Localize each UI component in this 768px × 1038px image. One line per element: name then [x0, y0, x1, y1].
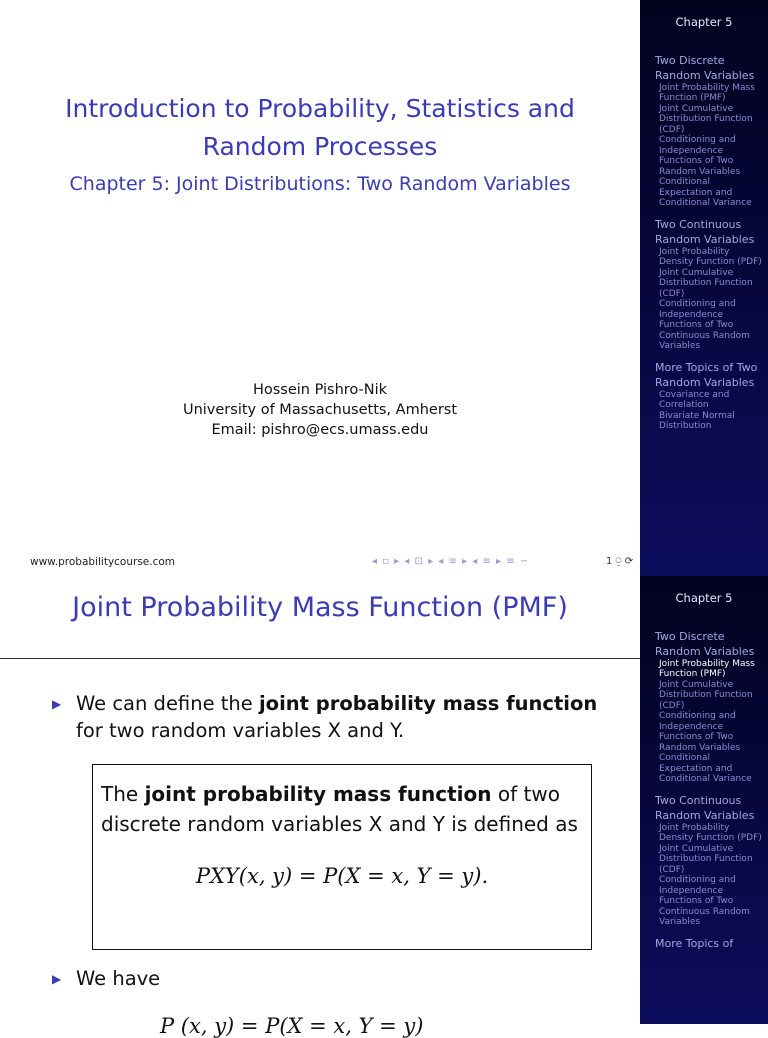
sidebar-chapter-title[interactable]: Chapter 5: [675, 15, 733, 29]
sidebar-section-more-topics[interactable]: More Topics of Two Random Variables: [655, 360, 758, 389]
bullet-text: We can define the joint probability mass function for two random variables X and Y.: [76, 692, 598, 742]
sidebar-item-functions-continuous[interactable]: Functions of Two Continuous Random Variables: [659, 320, 750, 351]
sidebar-item-pdf[interactable]: Joint Probability Density Function (PDF): [659, 246, 762, 267]
sidebar-section-more-topics[interactable]: More Topics of: [655, 936, 734, 950]
bullet-item: [52, 690, 622, 744]
definition-formula: PXY(x, y) = P(X = x, Y = y).: [195, 864, 489, 888]
sidebar-item-covariance[interactable]: Covariance and Correlation: [659, 389, 730, 410]
pmf-slide: [0, 576, 768, 1038]
sidebar-item-functions[interactable]: Functions of Two Random Variables: [659, 732, 741, 753]
title-line-1: Introduction to Probability, Statistics and: [65, 94, 575, 123]
presentation-title: [0, 90, 640, 166]
title-line-2: Random Processes: [202, 132, 438, 161]
sidebar-section-discrete[interactable]: Two Discrete Random Variables: [655, 53, 755, 82]
sidebar-item-conditioning-continuous[interactable]: Conditioning and Independence: [659, 875, 736, 896]
sidebar-item-cdf[interactable]: Joint Cumulative Distribution Function (CDF): [659, 679, 753, 711]
beamer-nav-icons[interactable]: ◂ ▫ ▸ ◂ ⊡ ▸ ◂ ≡ ▸ ◂ ≡ ▸ ≡ ∽: [372, 556, 530, 567]
author-email: Email: pishro@ecs.umass.edu: [211, 422, 429, 438]
sidebar-item-conditioning-continuous[interactable]: Conditioning and Independence: [659, 299, 736, 320]
chapter-subtitle: Chapter 5: Joint Distributions: Two Random Variables: [69, 173, 571, 195]
author-block: [0, 380, 640, 440]
sidebar-item-cdf-continuous[interactable]: Joint Cumulative Distribution Function (CDF): [659, 267, 753, 299]
sidebar-item-cdf-continuous[interactable]: Joint Cumulative Distribution Function (CDF): [659, 843, 753, 875]
sidebar-item-pdf[interactable]: Joint Probability Density Function (PDF): [659, 822, 762, 843]
sidebar-item-conditioning[interactable]: Conditioning and Independence: [659, 711, 736, 732]
bullet-triangle-icon: ▶: [52, 972, 62, 986]
author-affiliation: University of Massachusetts, Amherst: [182, 402, 458, 418]
sidebar-outline: [640, 0, 768, 576]
sidebar-item-pmf-active[interactable]: Joint Probability Mass Function (PMF): [659, 658, 755, 679]
frame-title: Joint Probability Mass Function (PMF): [72, 592, 568, 623]
definition-text: The joint probability mass function of two discrete random variables X and Y is defined as: [101, 782, 578, 836]
sidebar-item-functions-continuous[interactable]: Functions of Two Continuous Random Variables: [659, 896, 750, 927]
sidebar-item-pmf[interactable]: Joint Probability Mass Function (PMF): [659, 82, 755, 103]
page-number: 1 ⍜ ⟳: [606, 556, 634, 567]
author-name: Hossein Pishro-Nik: [252, 382, 388, 398]
sidebar-item-conditional-expectation[interactable]: Conditional Expectation and Conditional Variance: [659, 753, 752, 784]
sidebar-section-continuous[interactable]: Two Continuous Random Variables: [655, 217, 755, 246]
bullet-item: [52, 965, 622, 992]
sidebar-chapter-title[interactable]: Chapter 5: [675, 591, 733, 605]
sidebar-outline: [640, 576, 768, 1024]
sidebar-item-functions[interactable]: Functions of Two Random Variables: [659, 156, 741, 177]
sidebar-section-discrete[interactable]: Two Discrete Random Variables: [655, 629, 755, 658]
bullet-text: We have: [76, 967, 161, 990]
sidebar-item-bivariate-normal[interactable]: Bivariate Normal Distribution: [659, 410, 735, 431]
title-divider: [0, 658, 640, 659]
footer-url[interactable]: www.probabilitycourse.com: [30, 556, 176, 568]
sidebar-item-conditional-expectation[interactable]: Conditional Expectation and Conditional Variance: [659, 177, 752, 208]
sidebar-item-cdf[interactable]: Joint Cumulative Distribution Function (CDF): [659, 103, 753, 135]
partial-formula: P (x, y) = P(X = x, Y = y): [160, 1014, 424, 1038]
sidebar-section-continuous[interactable]: Two Continuous Random Variables: [655, 793, 755, 822]
definition-box: [92, 764, 592, 950]
sidebar-item-conditioning[interactable]: Conditioning and Independence: [659, 135, 736, 156]
bullet-triangle-icon: ▶: [52, 697, 62, 711]
